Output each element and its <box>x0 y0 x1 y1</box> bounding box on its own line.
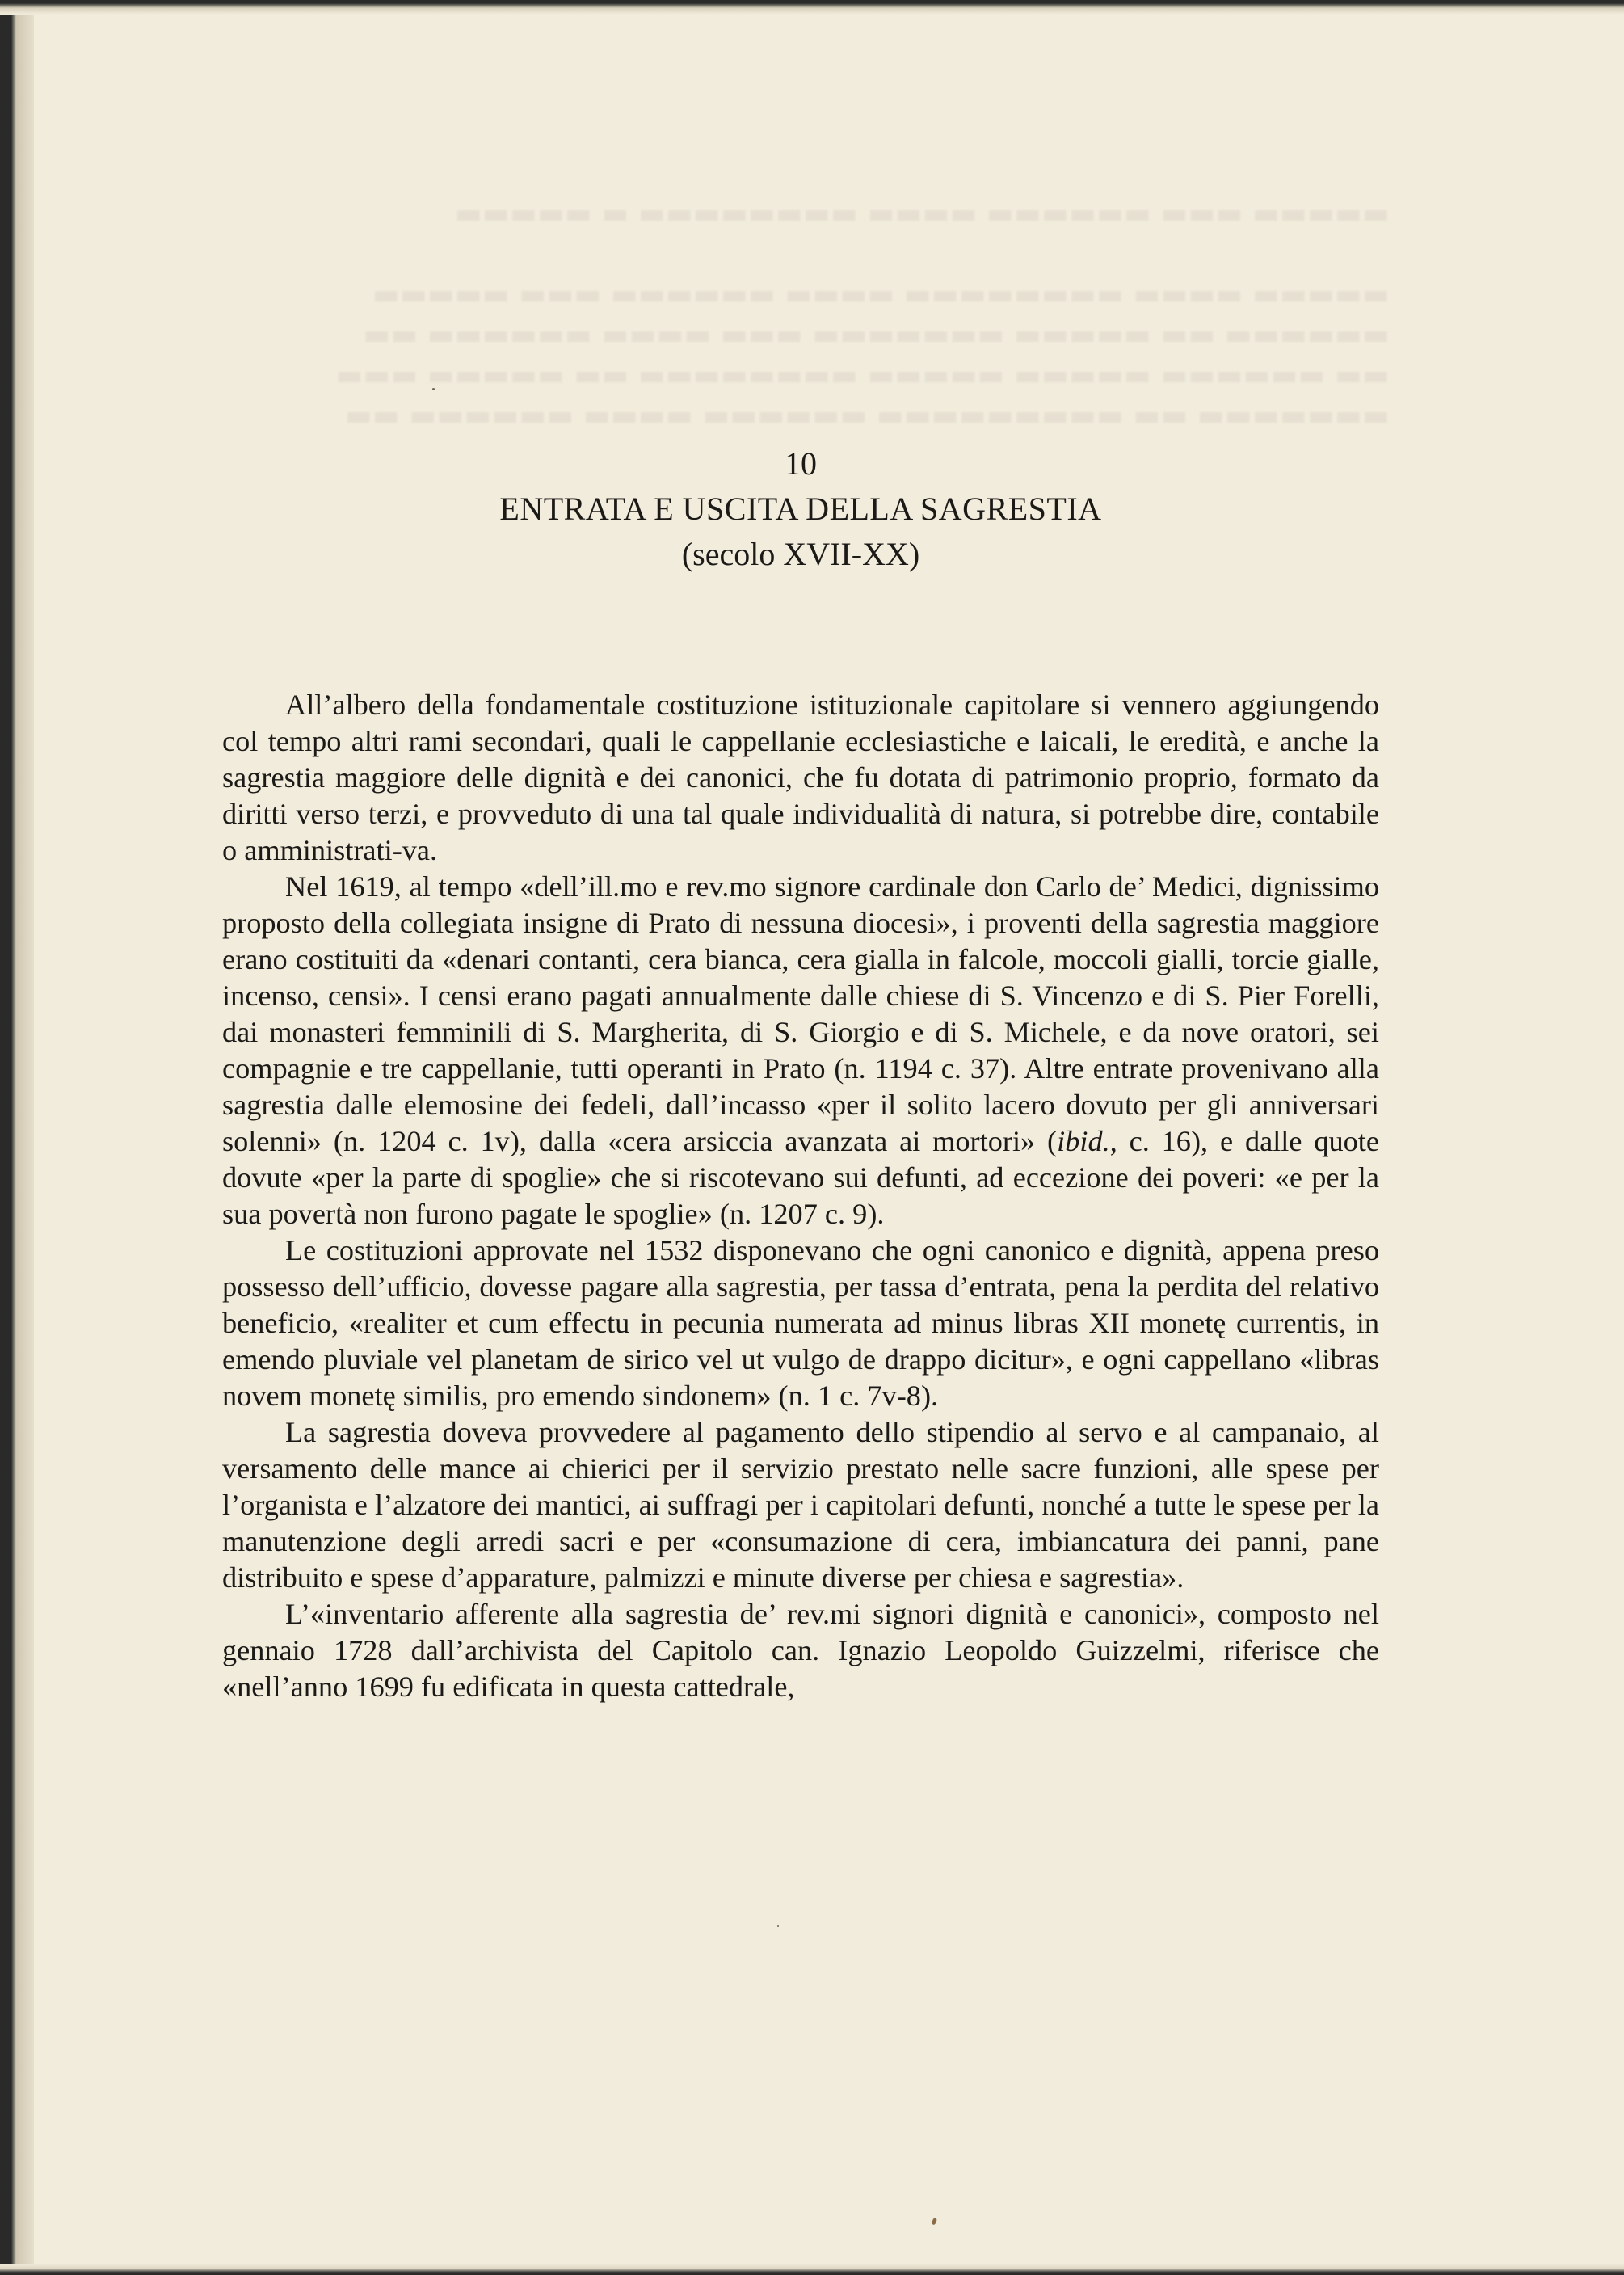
paragraph <box>222 687 1379 869</box>
chapter-subtitle: (secolo XVII-XX) <box>681 536 920 572</box>
page-bottom-edge <box>0 2264 1624 2275</box>
paragraph-text: All’albero della fondamentale costituzione istituzionale capitolare si vennero aggiungendo col tempo altri rami secondari, quali le cappellanie ecclesiastiche e laicali, le eredità, e anche la sagrestia maggiore delle dignità e dei canonici, che fu dotata di patrimonio proprio, formato da diritti verso terzi, e provveduto di una tal quale individualità di natura, si potrebbe dire, contabile o amministrati-va. <box>222 689 1379 866</box>
paragraph-text: Le costituzioni approvate nel 1532 disponevano che ogni canonico e dignità, appena preso possesso dell’ufficio, dovesse pagare alla sagrestia, per tassa d’entrata, pena la perdita del relativo beneficio, «realiter et cum effectu in pecunia numerata ad minus libras XII monetę currentis, in emendo pluviale vel planetam de sirico vel ut vulgo de drappo dicitur», e ogni cappellano «libras novem monetę similis, pro emendo sindonem» (n. 1 c. 7v-8). <box>222 1234 1379 1412</box>
paper-speck <box>777 1925 779 1927</box>
paragraph <box>222 1414 1379 1596</box>
chapter-title: ENTRATA E USCITA DELLA SAGRESTIA <box>499 491 1102 527</box>
page-top-edge <box>0 0 1624 15</box>
page-content <box>222 444 1379 1705</box>
page-binding-shadow <box>0 0 34 2275</box>
paper-stain <box>932 2217 938 2225</box>
paragraph-text: La sagrestia doveva provvedere al pagamento dello stipendio al servo e al campanaio, al versamento delle mance ai chierici per il servizio prestato nelle sacre funzioni, alle spese per l’organista e l’alzatore dei mantici, ai suffragi per i capitolari defunti, nonché a tutte le spese per la manutenzione degli arredi sacri e per «consumazione di cera, imbiancatura dei panni, pane distribuito e spese d’apparature, palmizzi e minute diverse per chiesa e sagrestia». <box>222 1416 1379 1594</box>
italic-citation: ibid. <box>1057 1125 1110 1157</box>
paper-speck <box>432 388 435 390</box>
paragraph-text: , c. 16), e dalle quote dovute «per la parte di spoglie» che si riscotevano sui defunti, ad eccezione dei poveri: «e per la sua povertà non furono pagate le spoglie» (n. 1207 c. 9). <box>222 1125 1379 1230</box>
paragraph <box>222 869 1379 1232</box>
paragraph <box>222 1232 1379 1414</box>
paragraph-text: Nel 1619, al tempo «dell’ill.mo e rev.mo signore cardinale don Carlo de’ Medici, dignissimo proposto della collegiata insigne di Prato di nessuna diocesi», i proventi della sagrestia maggiore erano costituiti da «denari contanti, cera bianca, cera gialla in falcole, moccoli gialli, torcie gialle, incenso, censi». I censi erano pagati annualmente dalle chiese di S. Vincenzo e di S. Pier Forelli, dai monasteri femminili di S. Margherita, di S. Giorgio e di S. Michele, e da nove oratori, sei compagnie e tre cappellanie, tutti operanti in Prato (n. 1194 c. 37). Altre entrate provenivano alla sagrestia dalle elemosine dei fedeli, dall’incasso «per il solito lacero dovuto per gli anniversari solenni» (n. 1204 c. 1v), dalla «cera arsiccia avanzata ai mortori» ( <box>222 870 1379 1157</box>
paragraph <box>222 1596 1379 1705</box>
show-through-texture: ▬▬▬▬▬ ▬▬▬ ▬▬▬▬▬▬ ▬▬▬▬ ▬▬▬▬▬▬▬▬ ▬ ▬▬▬▬▬ ▬▬▬▬▬ ▬▬▬▬ ▬▬▬▬▬▬▬▬ ▬▬▬▬ ▬▬▬▬▬▬ ▬▬▬ ▬▬▬▬▬ ▬▬▬▬▬▬ ▬▬ ▬▬▬▬▬ ▬▬▬▬▬▬▬ ▬▬▬ ▬▬▬▬ ▬▬▬▬▬▬ ▬▬ ▬▬ ▬▬▬▬▬▬ ▬▬▬▬▬ ▬▬▬▬▬ ▬▬▬▬▬▬▬▬ ▬▬ ▬▬▬▬▬ ▬▬▬ ▬▬▬▬▬▬▬ ▬▬ ▬▬▬▬▬▬▬▬▬ ▬▬▬▬▬▬ ▬▬▬▬ ▬▬▬▬▬▬ ▬▬ <box>335 197 1390 432</box>
body-text <box>222 687 1379 1705</box>
chapter-number: 10 <box>785 445 817 482</box>
paragraph-text: L’«inventario afferente alla sagrestia de’ rev.mi signori dignità e canonici», composto nel gennaio 1728 dall’archivista del Capitolo can. Ignazio Leopoldo Guizzelmi, riferisce che «nell’anno 1699 fu edificata in questa cattedrale, <box>222 1598 1379 1703</box>
